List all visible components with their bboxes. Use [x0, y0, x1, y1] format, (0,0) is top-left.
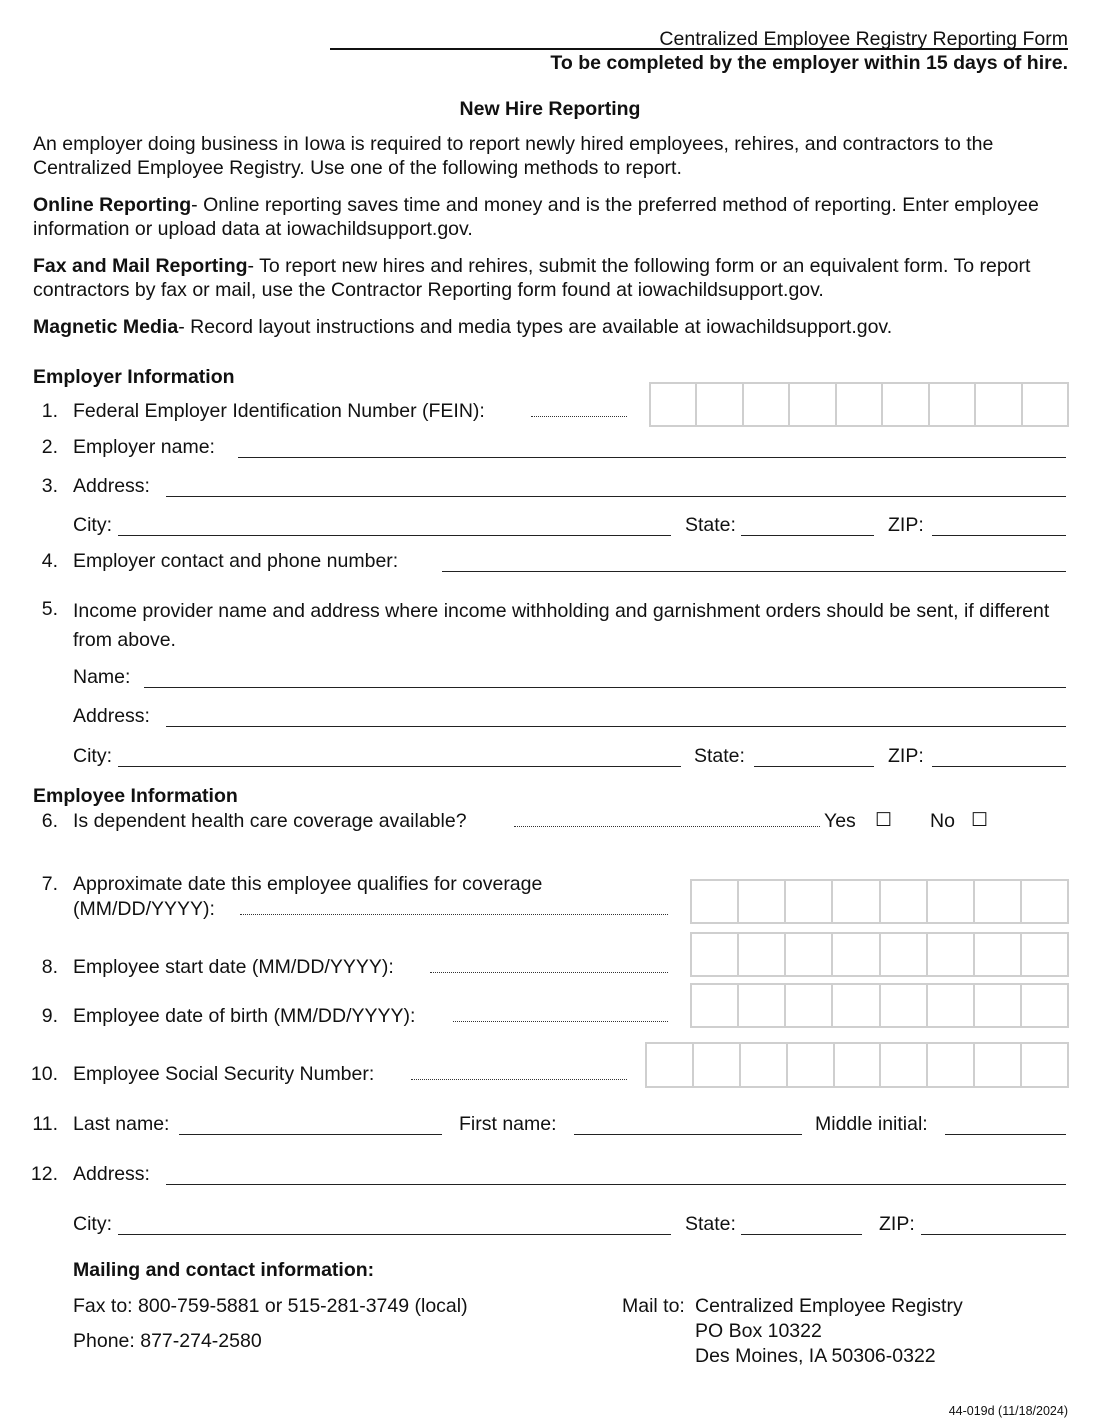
mail-address-line1: Centralized Employee Registry — [695, 1295, 963, 1317]
q4-number: 4. — [41, 550, 58, 572]
income-address-label: Address: — [73, 705, 150, 727]
q10-label: Employee Social Security Number: — [73, 1063, 375, 1085]
first-name-field[interactable] — [574, 1134, 802, 1135]
q5-number: 5. — [41, 598, 58, 620]
employee-zip-label: ZIP: — [879, 1213, 915, 1235]
q1-label: Federal Employer Identification Number (FEIN): — [73, 400, 485, 422]
employer-city-label: City: — [73, 514, 112, 536]
q7-number: 7. — [41, 873, 58, 895]
method-fax-mail — [33, 254, 1069, 302]
employee-city-label: City: — [73, 1213, 112, 1235]
q6-label: Is dependent health care coverage available? — [73, 810, 467, 832]
coverage-date-input[interactable] — [690, 879, 1069, 924]
form-deadline: To be completed by the employer within 15 days of hire. — [550, 52, 1068, 74]
employer-state-field[interactable] — [741, 535, 874, 536]
leader-dots — [453, 1021, 668, 1022]
first-name-label: First name: — [459, 1113, 557, 1135]
method-title: Magnetic Media — [33, 316, 179, 338]
coverage-no-checkbox[interactable]: ☐ — [971, 810, 989, 831]
method-online — [33, 193, 1069, 241]
method-text: - To report new hires and rehires, submit the following form or an equivalent form. To report contractors by fax or mail, use the Contractor Reporting form found at iowachildsupport.gov. — [33, 255, 1031, 301]
q2-label: Employer name: — [73, 436, 215, 458]
q9-number: 9. — [41, 1005, 58, 1027]
middle-initial-field[interactable] — [945, 1134, 1066, 1135]
q8-number: 8. — [41, 956, 58, 978]
method-text: - Online reporting saves time and money and is the preferred method of reporting. Enter employee information or upload data at iowachildsupport.gov. — [33, 194, 1039, 240]
q7-label-line2: (MM/DD/YYYY): — [73, 898, 215, 920]
employee-state-label: State: — [685, 1213, 736, 1235]
contact-heading: Mailing and contact information: — [73, 1259, 375, 1281]
employee-zip-field[interactable] — [921, 1234, 1066, 1235]
q3-label: Address: — [73, 475, 150, 497]
method-text: - Record layout instructions and media types are available at iowachildsupport.gov. — [178, 316, 893, 338]
employer-zip-label: ZIP: — [888, 514, 924, 536]
leader-dots — [430, 972, 668, 973]
income-state-label: State: — [694, 745, 745, 767]
mail-address-line3: Des Moines, IA 50306-0322 — [695, 1345, 936, 1367]
fax-info: Fax to: 800-759-5881 or 515-281-3749 (local) — [73, 1295, 468, 1317]
q6-number: 6. — [41, 810, 58, 832]
q8-label: Employee start date (MM/DD/YYYY): — [73, 956, 394, 978]
employer-contact-field[interactable] — [442, 571, 1066, 572]
income-zip-label: ZIP: — [888, 745, 924, 767]
method-title: Online Reporting — [33, 194, 192, 216]
q2-number: 2. — [41, 436, 58, 458]
phone-info: Phone: 877-274-2580 — [73, 1330, 262, 1352]
ssn-input[interactable] — [645, 1042, 1069, 1088]
leader-dots — [531, 416, 627, 417]
intro-paragraph: An employer doing business in Iowa is required to report newly hired employees, rehires, and contractors to the Centralized Employee Registry. Use one of the following methods to report. — [33, 133, 994, 179]
q9-label: Employee date of birth (MM/DD/YYYY): — [73, 1005, 416, 1027]
birth-date-input[interactable] — [690, 983, 1069, 1028]
q3-number: 3. — [41, 475, 58, 497]
employee-info-heading: Employee Information — [33, 785, 238, 807]
income-address-field[interactable] — [166, 726, 1066, 727]
middle-initial-label: Middle initial: — [815, 1113, 928, 1135]
section-heading-new-hire: New Hire Reporting — [459, 98, 641, 120]
employer-info-heading: Employer Information — [33, 366, 235, 388]
coverage-yes-label: Yes — [824, 810, 856, 832]
income-city-label: City: — [73, 745, 112, 767]
employer-zip-field[interactable] — [932, 535, 1066, 536]
employer-name-field[interactable] — [238, 457, 1066, 458]
income-city-field[interactable] — [118, 766, 681, 767]
q4-label: Employer contact and phone number: — [73, 550, 399, 572]
employee-state-field[interactable] — [741, 1234, 862, 1235]
employee-address-field[interactable] — [166, 1184, 1066, 1185]
leader-dots — [514, 826, 820, 827]
q11-number: 11. — [32, 1113, 58, 1135]
mail-address-line2: PO Box 10322 — [695, 1320, 822, 1342]
income-name-label: Name: — [73, 666, 131, 688]
income-name-field[interactable] — [144, 687, 1066, 688]
q7-label-line1: Approximate date this employee qualifies for coverage — [73, 873, 543, 895]
q12-label: Address: — [73, 1163, 150, 1185]
method-magnetic — [33, 315, 1069, 339]
leader-dots — [240, 914, 668, 915]
last-name-field[interactable] — [179, 1134, 442, 1135]
form-code: 44-019d (11/18/2024) — [948, 1404, 1068, 1418]
q5-label: Income provider name and address where income withholding and garnishment orders should be sent, if different from above. — [73, 600, 1050, 651]
coverage-yes-checkbox[interactable]: ☐ — [875, 810, 893, 831]
employer-address-field[interactable] — [166, 496, 1066, 497]
start-date-input[interactable] — [690, 932, 1069, 977]
mail-to-label: Mail to: — [622, 1295, 685, 1317]
fein-input[interactable] — [649, 382, 1069, 427]
employee-city-field[interactable] — [118, 1234, 671, 1235]
leader-dots — [411, 1079, 627, 1080]
last-name-label: Last name: — [73, 1113, 170, 1135]
employer-state-label: State: — [685, 514, 736, 536]
coverage-no-label: No — [930, 810, 955, 832]
income-zip-field[interactable] — [932, 766, 1066, 767]
q10-number: 10. — [30, 1063, 58, 1085]
income-state-field[interactable] — [754, 766, 874, 767]
form-title: Centralized Employee Registry Reporting Form — [659, 28, 1068, 50]
q1-number: 1. — [41, 400, 58, 422]
employer-city-field[interactable] — [118, 535, 671, 536]
method-title: Fax and Mail Reporting — [33, 255, 248, 277]
q12-number: 12. — [30, 1163, 58, 1185]
